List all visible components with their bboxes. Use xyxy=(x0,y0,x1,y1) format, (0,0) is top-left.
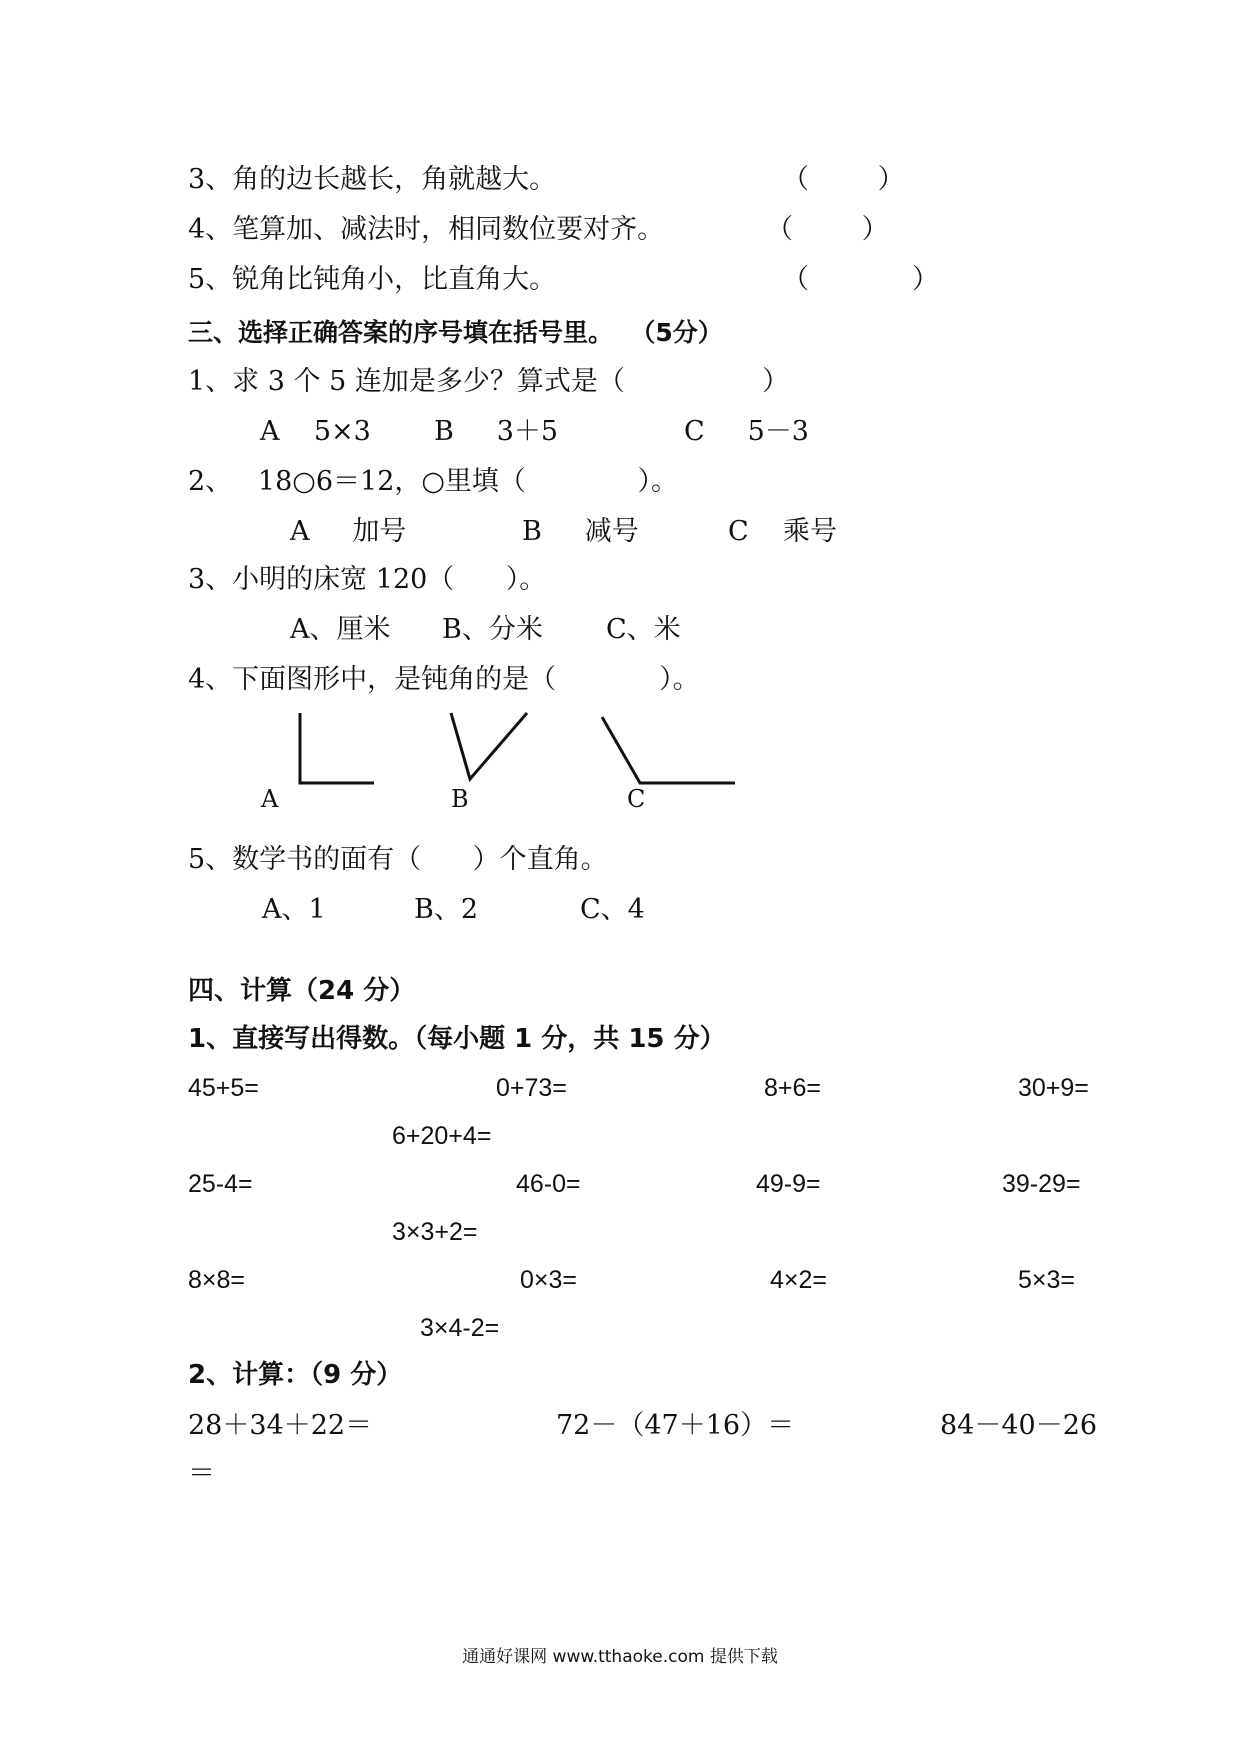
q3-option-a: A、厘米 xyxy=(290,614,391,645)
q1-text: 1、求 3 个 5 连加是多少？算式是（ ） xyxy=(188,366,790,397)
calc2-b: 72－（47＋16）＝ xyxy=(556,1410,795,1441)
calc-45+5: 45+5= xyxy=(188,1074,259,1102)
q4-text: 4、下面图形中，是钝角的是（ ）。 xyxy=(188,664,700,695)
judge-bracket-4[interactable]: （ ） xyxy=(766,214,889,245)
q5-option-a: A、1 xyxy=(262,894,326,925)
q2-option-b: B 减号 xyxy=(522,516,639,547)
calc-8+6: 8+6= xyxy=(764,1074,822,1102)
judge-item-5: 5、锐角比钝角小，比直角大。 xyxy=(188,264,557,295)
calc-0x3: 0×3= xyxy=(520,1266,578,1294)
calc-30+9: 30+9= xyxy=(1018,1074,1089,1102)
angle-c-label: C xyxy=(627,785,646,813)
calc2-c: 84－40－26 xyxy=(940,1410,1098,1441)
calc-5x3: 5×3= xyxy=(1018,1266,1076,1294)
calc-39-29: 39-29= xyxy=(1002,1170,1081,1198)
angle-a-label: A xyxy=(261,785,279,813)
q3-text: 3、小明的床宽 120（ ）。 xyxy=(188,564,547,595)
section4-heading: 四、计算（24 分） xyxy=(188,976,416,1006)
q2-option-c: C 乘号 xyxy=(728,516,837,547)
calc-4x2: 4×2= xyxy=(770,1266,828,1294)
judge-item-3: 3、角的边长越长，角就越大。 xyxy=(188,164,557,195)
section3-heading: 三、选择正确答案的序号填在括号里。 （5分） xyxy=(188,318,723,347)
calc-3x4-2: 3×4-2= xyxy=(420,1314,500,1342)
angle-b-acute xyxy=(451,713,527,779)
judge-item-4: 4、笔算加、减法时，相同数位要对齐。 xyxy=(188,214,665,245)
angle-a-right xyxy=(300,713,374,783)
q1-option-c: C 5－3 xyxy=(684,416,809,447)
calc-8x8: 8×8= xyxy=(188,1266,246,1294)
footer-source: 通通好课网 www.tthaoke.com 提供下载 xyxy=(462,1647,778,1667)
q5-text: 5、数学书的面有（ ）个直角。 xyxy=(188,844,608,875)
q3-option-b: B、分米 xyxy=(442,614,543,645)
calc-6+20+4: 6+20+4= xyxy=(392,1122,492,1150)
q1-option-a: A 5×3 xyxy=(260,416,371,447)
q2-text: 2、 18○6＝12，○里填（ ）。 xyxy=(188,466,679,497)
calc2-c-equals: ＝ xyxy=(188,1458,215,1489)
q5-option-b: B、2 xyxy=(414,894,479,925)
calc-3x3+2: 3×3+2= xyxy=(392,1218,478,1246)
judge-bracket-5[interactable]: （ ） xyxy=(782,264,939,295)
calc-49-9: 49-9= xyxy=(756,1170,821,1198)
q3-option-c: C、米 xyxy=(606,614,681,645)
calc-46-0: 46-0= xyxy=(516,1170,581,1198)
angle-c-obtuse xyxy=(602,717,735,783)
q2-option-a: A 加号 xyxy=(290,516,407,547)
judge-bracket-3[interactable]: （ ） xyxy=(782,164,905,195)
angle-b-label: B xyxy=(451,785,469,813)
section4-sub1: 1、直接写出得数。（每小题 1 分，共 15 分） xyxy=(188,1024,726,1054)
section4-sub2: 2、计算：（9 分） xyxy=(188,1360,403,1390)
calc-0+73: 0+73= xyxy=(496,1074,567,1102)
calc-25-4: 25-4= xyxy=(188,1170,253,1198)
q1-option-b: B 3＋5 xyxy=(434,416,559,447)
calc2-a: 28＋34＋22＝ xyxy=(188,1410,373,1441)
q5-option-c: C、4 xyxy=(580,894,645,925)
